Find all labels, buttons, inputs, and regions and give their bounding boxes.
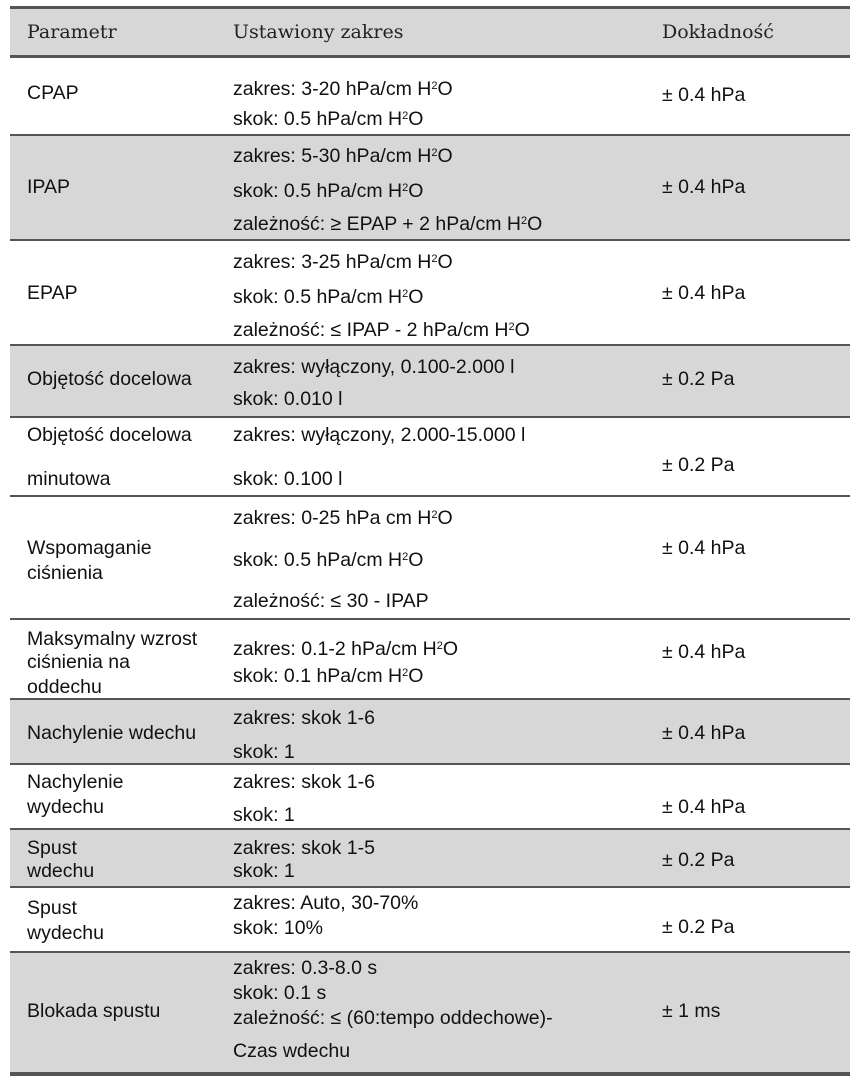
range-line: skok: 1 <box>233 860 295 882</box>
accuracy-value: ± 0.4 hPa <box>662 722 746 744</box>
accuracy-value: ± 0.4 hPa <box>662 176 746 198</box>
param-name: Wspomaganie <box>27 537 152 559</box>
table-row <box>10 346 850 418</box>
range-line: skok: 0.5 hPa/cm $H^2O$ <box>233 108 424 130</box>
table-row <box>10 497 850 620</box>
table-row <box>10 953 850 1076</box>
header-dokladnosc: Dokładność <box>662 21 774 43</box>
param-name: Nachylenie wdechu <box>27 722 197 744</box>
header-ustawiony-zakres: Ustawiony zakres <box>233 21 404 43</box>
table-row <box>10 620 850 700</box>
param-name: minutowa <box>27 468 111 490</box>
range-line: skok: 0.1 hPa/cm $H^2O$ <box>233 665 424 687</box>
param-name: Spust <box>27 897 77 919</box>
table-header <box>10 6 850 58</box>
param-name: wydechu <box>27 922 104 944</box>
table-row <box>10 136 850 241</box>
accuracy-value: ± 0.2 Pa <box>662 849 735 871</box>
range-line: Czas wdechu <box>233 1040 351 1062</box>
range-line: skok: 0.5 hPa/cm $H^2O$ <box>233 180 424 202</box>
accuracy-value: ± 0.4 hPa <box>662 641 746 663</box>
range-line: skok: 0.010 l <box>233 388 343 410</box>
range-line: zakres: 3-20 hPa/cm $H^2O$ <box>233 78 453 100</box>
param-name: IPAP <box>27 176 70 198</box>
param-name: CPAP <box>27 82 79 104</box>
range-line: zakres: wyłączony, 2.000-15.000 l <box>233 424 526 446</box>
param-name: Blokada spustu <box>27 1000 161 1022</box>
param-name: Objętość docelowa <box>27 424 192 446</box>
accuracy-value: ± 0.4 hPa <box>662 537 746 559</box>
param-name: wydechu <box>27 796 104 818</box>
param-name: Spust <box>27 837 77 859</box>
range-line: skok: 0.100 l <box>233 468 343 490</box>
range-line: zakres: 0-25 hPa cm $H^2O$ <box>233 507 453 529</box>
param-name: ciśnienia na <box>27 651 130 673</box>
range-line: zakres: 5-30 hPa/cm $H^2O$ <box>233 145 453 167</box>
range-line: zakres: skok 1-6 <box>233 771 375 793</box>
accuracy-value: ± 0.2 Pa <box>662 454 735 476</box>
range-line: skok: 1 <box>233 741 295 763</box>
range-line: zakres: skok 1-6 <box>233 707 375 729</box>
param-name: Nachylenie <box>27 771 124 793</box>
table-row <box>10 418 850 497</box>
range-line: zależność: ≥ EPAP + 2 hPa/cm $H^2O$ <box>233 213 543 235</box>
accuracy-value: ± 0.4 hPa <box>662 84 746 106</box>
table-row <box>10 888 850 953</box>
range-line: zakres: 0.1-2 hPa/cm $H^2O$ <box>233 638 459 660</box>
range-line: skok: 10% <box>233 917 323 939</box>
range-line: skok: 0.1 s <box>233 982 327 1004</box>
param-name: oddechu <box>27 676 102 698</box>
table-row <box>10 62 850 136</box>
accuracy-value: ± 0.4 hPa <box>662 796 746 818</box>
range-line: zakres: skok 1-5 <box>233 837 375 859</box>
range-line: zależność: ≤ (60:tempo oddechowe)- <box>233 1007 553 1029</box>
param-name: Maksymalny wzrost <box>27 628 198 650</box>
range-line: zakres: wyłączony, 0.100-2.000 l <box>233 356 515 378</box>
range-line: zależność: ≤ 30 - IPAP <box>233 590 429 612</box>
range-line: skok: 1 <box>233 804 295 826</box>
range-line: zakres: 0.3-8.0 s <box>233 957 378 979</box>
table-row <box>10 830 850 888</box>
range-line: skok: 0.5 hPa/cm $H^2O$ <box>233 286 424 308</box>
accuracy-value: ± 0.4 hPa <box>662 282 746 304</box>
param-name: EPAP <box>27 282 78 304</box>
param-name: wdechu <box>27 860 95 882</box>
table-row <box>10 241 850 346</box>
header-parametr: Parametr <box>27 21 117 43</box>
range-line: zakres: 3-25 hPa/cm $H^2O$ <box>233 251 453 273</box>
param-name: Objętość docelowa <box>27 368 192 390</box>
accuracy-value: ± 1 ms <box>662 1000 721 1022</box>
range-line: skok: 0.5 hPa/cm $H^2O$ <box>233 549 424 571</box>
table-row <box>10 700 850 765</box>
accuracy-value: ± 0.2 Pa <box>662 368 735 390</box>
accuracy-value: ± 0.2 Pa <box>662 916 735 938</box>
table-row <box>10 765 850 830</box>
range-line: zależność: ≤ IPAP - 2 hPa/cm $H^2O$ <box>233 319 530 341</box>
range-line: zakres: Auto, 30-70% <box>233 892 419 914</box>
param-name: ciśnienia <box>27 562 103 584</box>
